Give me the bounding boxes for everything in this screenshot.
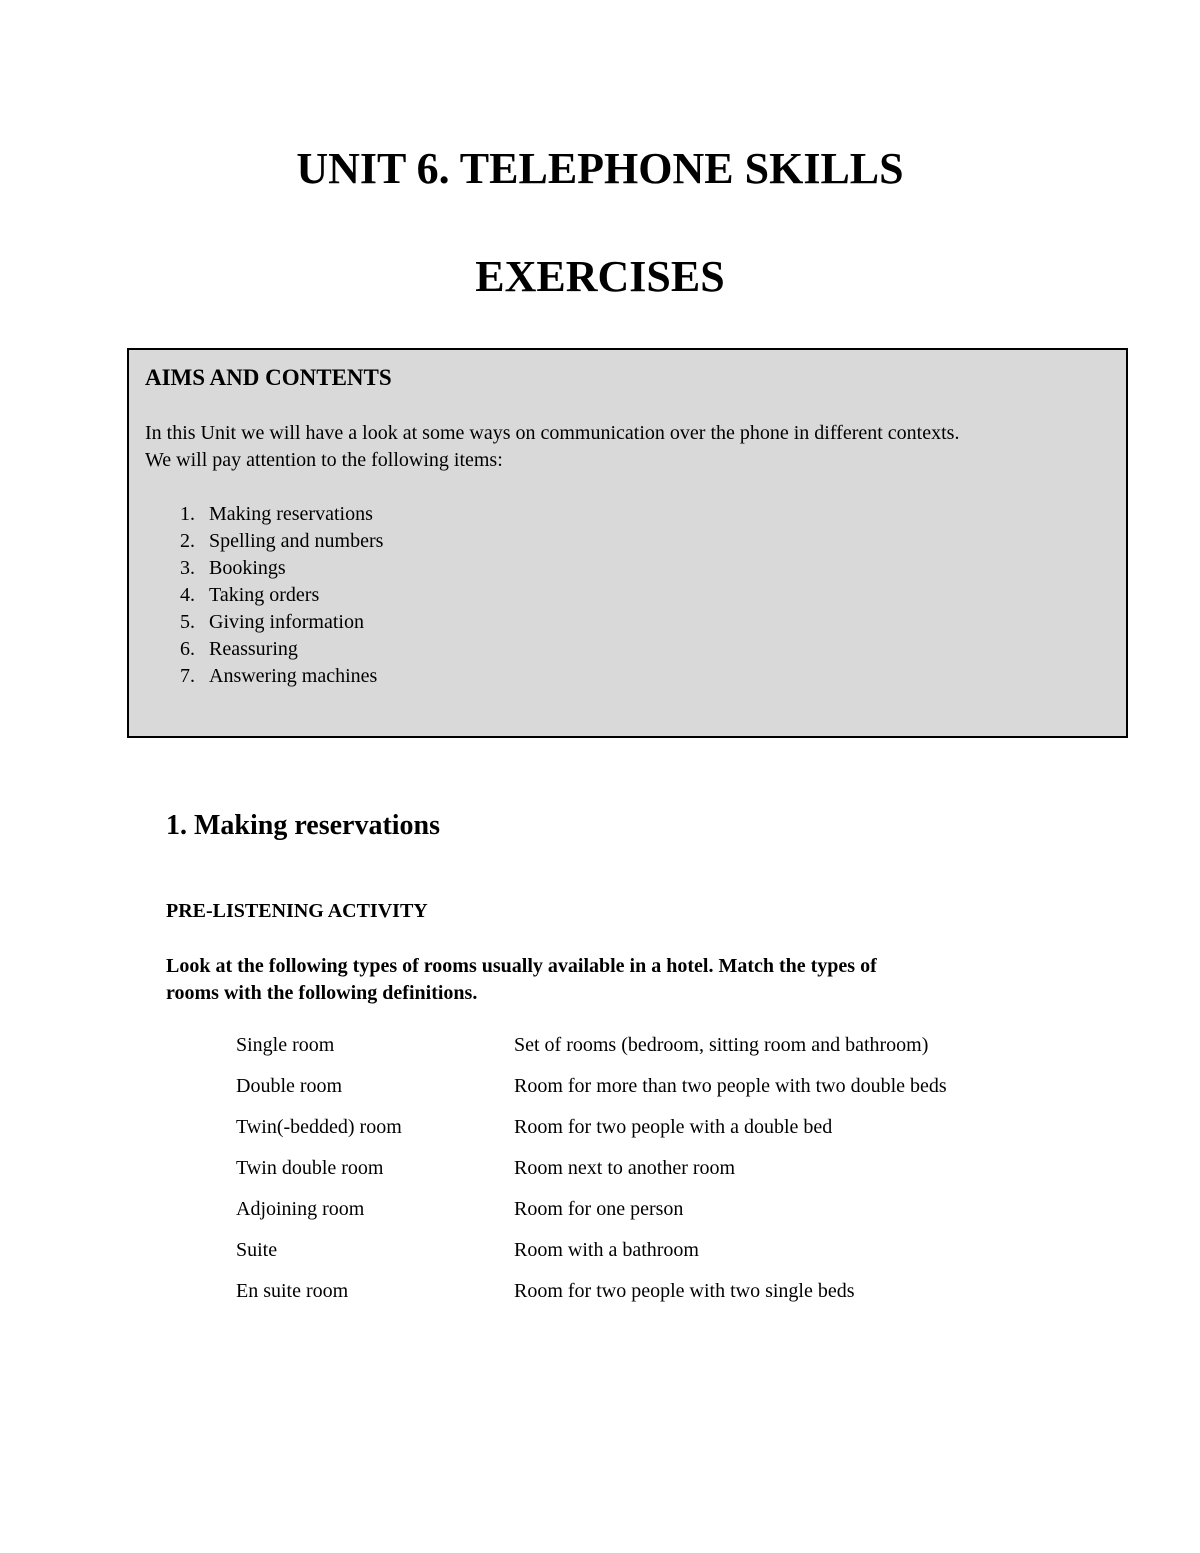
room-type-cell: Twin(-bedded) room xyxy=(236,1116,402,1138)
list-item-label: Reassuring xyxy=(209,638,298,660)
table-row xyxy=(236,1073,947,1114)
room-type-cell: Adjoining room xyxy=(236,1198,365,1220)
instruction-text xyxy=(166,953,1066,1007)
aims-intro-line-2: We will pay attention to the following items: xyxy=(145,449,503,471)
page-title: UNIT 6. TELEPHONE SKILLS xyxy=(296,144,904,193)
table-row xyxy=(236,1278,947,1319)
aims-intro-line-1: In this Unit we will have a look at some ways on communication over the phone in different contexts. xyxy=(145,422,960,444)
table-row xyxy=(236,1155,947,1196)
section-title: 1. Making reservations xyxy=(166,810,441,841)
aims-list xyxy=(145,501,1110,690)
list-item-number: 2. xyxy=(180,530,195,552)
list-item xyxy=(145,609,1110,636)
table-row xyxy=(236,1196,947,1237)
page-subtitle: EXERCISES xyxy=(475,252,725,301)
definition-cell: Room for more than two people with two double beds xyxy=(514,1075,947,1097)
aims-and-contents-box xyxy=(127,348,1128,738)
definition-cell: Room for one person xyxy=(514,1198,684,1220)
list-item-number: 3. xyxy=(180,557,195,579)
activity-heading: PRE-LISTENING ACTIVITY xyxy=(166,900,428,922)
definition-cell: Set of rooms (bedroom, sitting room and bathroom) xyxy=(514,1034,929,1056)
list-item-number: 4. xyxy=(180,584,195,606)
table-row xyxy=(236,1114,947,1155)
list-item xyxy=(145,582,1110,609)
list-item-label: Taking orders xyxy=(209,584,320,606)
room-type-cell: Suite xyxy=(236,1239,278,1261)
aims-intro xyxy=(145,420,1110,474)
room-type-cell: Twin double room xyxy=(236,1157,384,1179)
room-type-cell: Single room xyxy=(236,1034,335,1056)
list-item-label: Making reservations xyxy=(209,503,373,525)
list-item xyxy=(145,528,1110,555)
room-type-cell: En suite room xyxy=(236,1280,349,1302)
list-item-label: Spelling and numbers xyxy=(209,530,384,552)
list-item xyxy=(145,663,1110,690)
instruction-line-2: rooms with the following definitions. xyxy=(166,982,478,1004)
table-row xyxy=(236,1237,947,1278)
aims-heading: AIMS AND CONTENTS xyxy=(145,365,392,390)
list-item-number: 7. xyxy=(180,665,195,687)
list-item-label: Answering machines xyxy=(209,665,378,687)
list-item xyxy=(145,555,1110,582)
list-item-label: Bookings xyxy=(209,557,286,579)
instruction-line-1: Look at the following types of rooms usually available in a hotel. Match the types of xyxy=(166,955,877,977)
list-item-label: Giving information xyxy=(209,611,364,633)
table-row xyxy=(236,1032,947,1073)
definition-cell: Room for two people with a double bed xyxy=(514,1116,833,1138)
definition-cell: Room next to another room xyxy=(514,1157,736,1179)
list-item-number: 6. xyxy=(180,638,195,660)
list-item xyxy=(145,636,1110,663)
definition-cell: Room for two people with two single beds xyxy=(514,1280,855,1302)
list-item-number: 5. xyxy=(180,611,195,633)
list-item-number: 1. xyxy=(180,503,195,525)
list-item xyxy=(145,501,1110,528)
room-type-cell: Double room xyxy=(236,1075,343,1097)
room-matching-table xyxy=(236,1032,947,1319)
definition-cell: Room with a bathroom xyxy=(514,1239,699,1261)
